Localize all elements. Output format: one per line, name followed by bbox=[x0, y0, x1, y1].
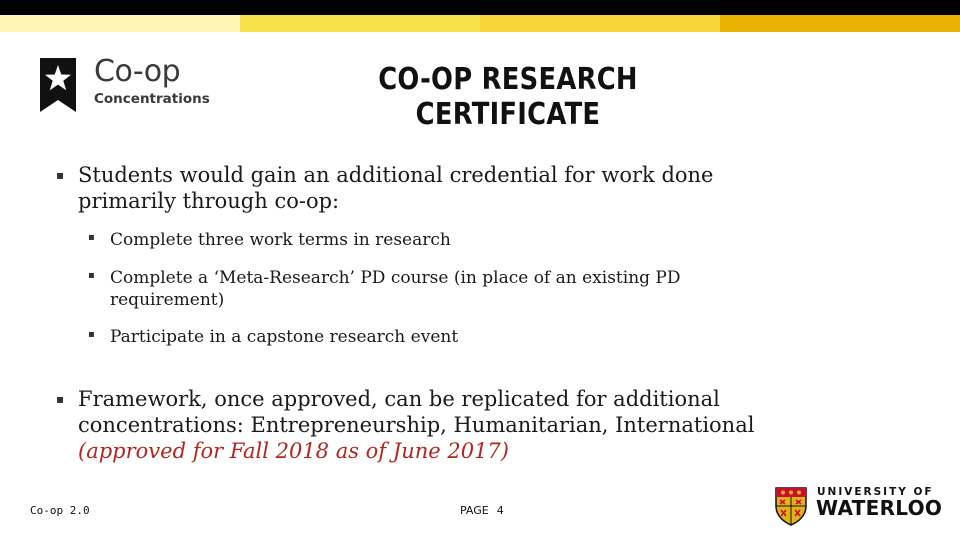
sub-bullet-marker: ▪ bbox=[88, 329, 95, 340]
sub-bullet-marker: ▪ bbox=[88, 270, 95, 281]
bullet-text-1: Students would gain an additional credential for work done primarily through co-op: bbox=[78, 163, 714, 213]
stripe-segment-2 bbox=[240, 15, 480, 32]
sub-bullet-text-1: Complete three work terms in research bbox=[110, 230, 451, 250]
ribbon-star-icon bbox=[38, 56, 78, 114]
page-number bbox=[460, 504, 504, 517]
bullet-text-2 bbox=[78, 386, 798, 464]
page-label: PAGE bbox=[460, 504, 489, 517]
footer-label: Co-op 2.0 bbox=[30, 504, 90, 517]
top-black-band bbox=[0, 0, 960, 15]
page-number-value: 4 bbox=[496, 504, 504, 517]
sub-bullet-marker: ▪ bbox=[88, 232, 95, 243]
bullet-marker: ▪ bbox=[56, 168, 65, 182]
university-line-2: WATERLOO bbox=[816, 496, 943, 520]
approval-note: (approved for Fall 2018 as of June 2017) bbox=[78, 439, 509, 463]
logo-subtitle: Concentrations bbox=[94, 91, 210, 107]
page-title: CO-OP RESEARCH CERTIFICATE bbox=[378, 62, 638, 132]
stripe-segment-1 bbox=[0, 15, 240, 32]
top-color-bar bbox=[0, 0, 960, 32]
sub-bullet-text-2: Complete a ‘Meta-Research’ PD course (in place of an existing PD requirement) bbox=[110, 268, 681, 310]
stripe-segment-3 bbox=[480, 15, 720, 32]
bullet-marker: ▪ bbox=[56, 392, 65, 406]
university-of-waterloo-logo bbox=[774, 486, 944, 528]
logo-title: Co-op bbox=[94, 54, 181, 89]
shield-crest-icon bbox=[774, 486, 808, 526]
stripe-segment-4 bbox=[720, 15, 960, 32]
sub-bullet-text-3: Participate in a capstone research event bbox=[110, 327, 459, 347]
bullet-text-2-main: Framework, once approved, can be replicated for additional concentrations: Entrepreneurship, Humanitarian, International bbox=[78, 387, 755, 437]
university-line-1: UNIVERSITY OF bbox=[817, 486, 934, 498]
coop-concentrations-logo bbox=[38, 56, 238, 116]
